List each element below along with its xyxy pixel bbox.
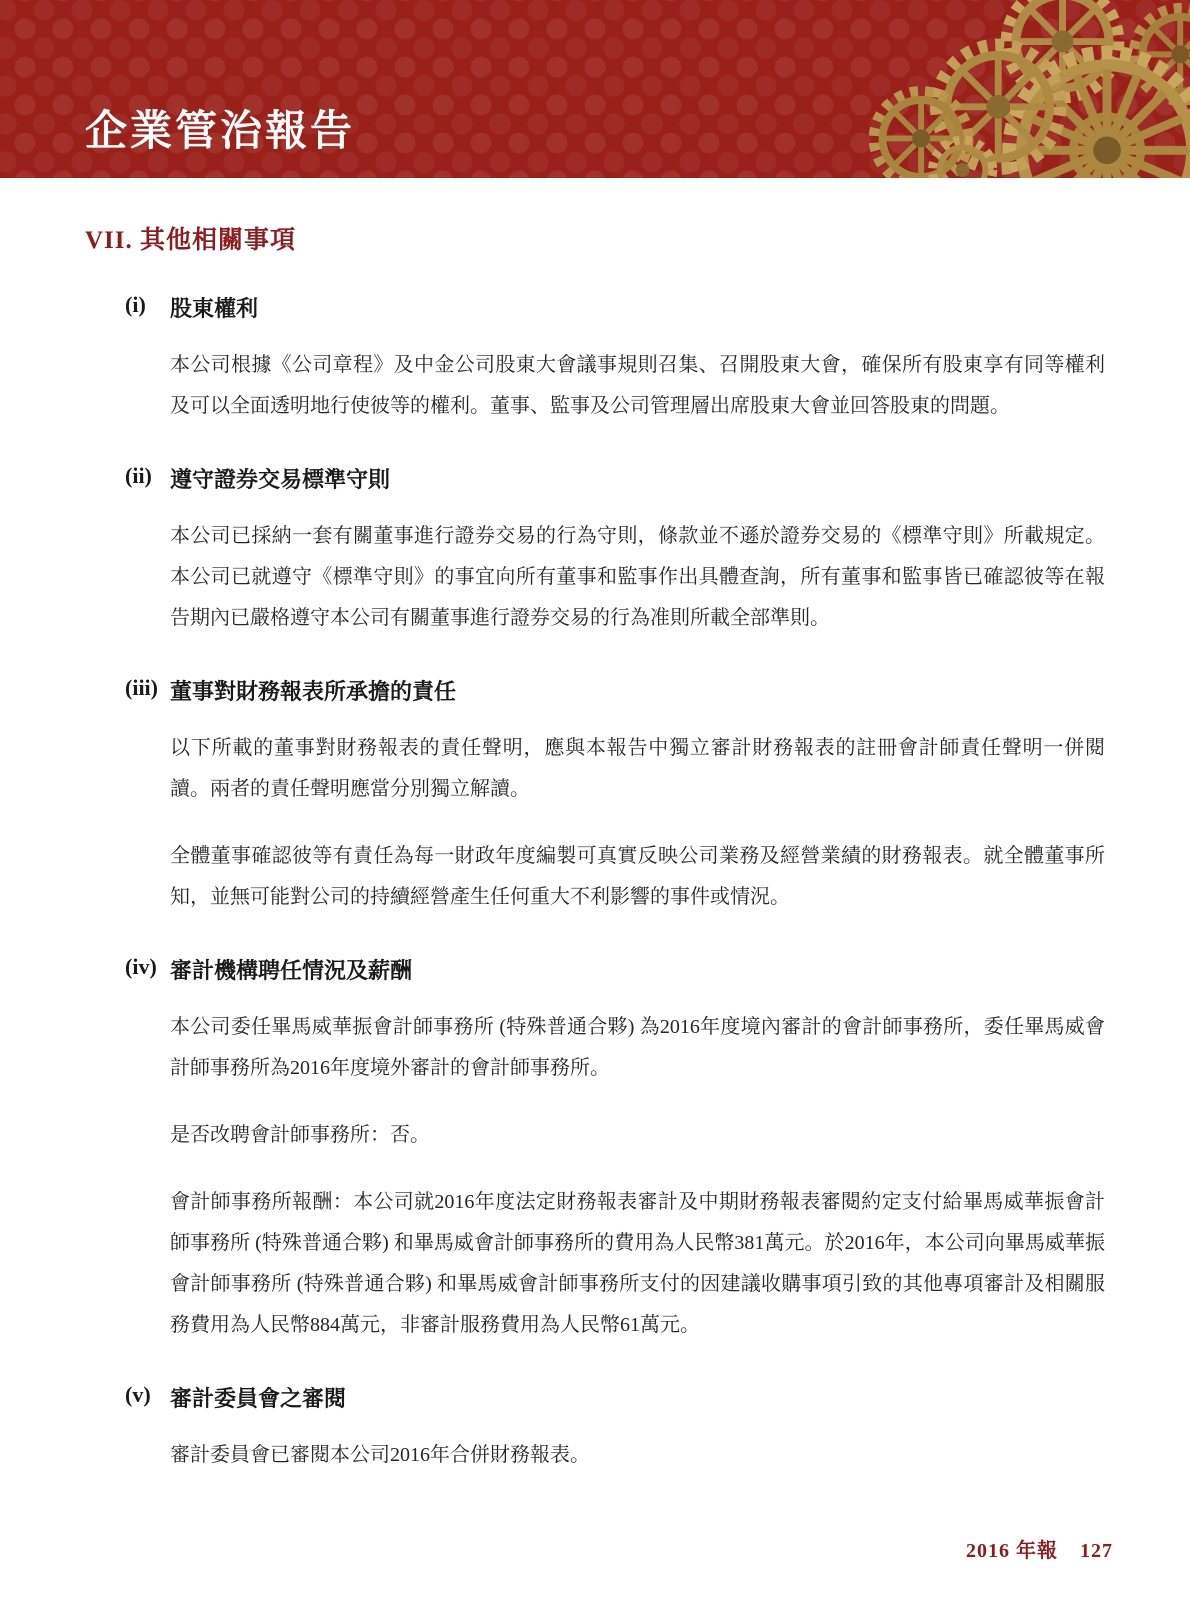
paragraph: 會計師事務所報酬：本公司就2016年度法定財務報表審計及中期財務報表審閱約定支付給畢馬威華振會計師事務所 (特殊普通合夥) 和畢馬威會計師事務所的費用為人民幣381萬元。於2016年，本公司向畢馬威華振會計師事務所 (特殊普通合夥) 和畢馬威會計師事務所支付的因建議收購事項引致的其他專項審計及相關服務費用為人民幣884萬元，非審計服務費用為人民幣61萬元。 — [170, 1191, 1105, 1336]
subsection-number: (ii) — [125, 463, 152, 488]
subsection-heading-label: 股東權利 — [170, 296, 259, 321]
subsection-heading — [85, 675, 1105, 706]
subsection-heading — [85, 463, 1105, 494]
subsection-heading-label: 董事對財務報表所承擔的責任 — [170, 679, 457, 704]
page-title: 企業管治報告 — [85, 109, 356, 155]
paragraph: 本公司根據《公司章程》及中金公司股東大會議事規則召集、召開股東大會，確保所有股東享有同等權利及可以全面透明地行使彼等的權利。董事、監事及公司管理層出席股東大會並回答股東的問題。 — [170, 354, 1105, 417]
subsection-heading-label: 審計機構聘任情況及薪酬 — [170, 958, 413, 983]
subsection-shareholder-rights — [85, 292, 1105, 427]
subsection-heading — [85, 1382, 1105, 1413]
paragraph: 本公司委任畢馬威華振會計師事務所 (特殊普通合夥) 為2016年度境內審計的會計師事務所，委任畢馬威會計師事務所為2016年度境外審計的會計師事務所。 — [170, 1016, 1105, 1079]
page-footer — [966, 1534, 1113, 1563]
subsection-heading — [85, 954, 1105, 985]
subsection-directors-responsibility — [85, 675, 1105, 918]
page-header-banner — [0, 0, 1190, 178]
subsection-securities-dealing-code — [85, 463, 1105, 639]
section-title: VII. 其他相關事項 — [85, 227, 297, 254]
subsection-body — [170, 1007, 1105, 1346]
subsection-heading-label: 遵守證券交易標準守則 — [170, 467, 391, 492]
paragraph: 是否改聘會計師事務所：否。 — [170, 1124, 430, 1146]
subsection-heading — [85, 292, 1105, 323]
subsection-heading-label: 審計委員會之審閱 — [170, 1386, 347, 1411]
gears-decoration-icon — [850, 0, 1190, 178]
subsection-audit-committee-review — [85, 1382, 1105, 1476]
subsection-body — [170, 1435, 1105, 1476]
report-content — [0, 220, 1190, 1476]
subsection-auditor-appointment — [85, 954, 1105, 1346]
paragraph: 以下所載的董事對財務報表的責任聲明，應與本報告中獨立審計財務報表的註冊會計師責任聲明一併閱讀。兩者的責任聲明應當分別獨立解讀。 — [170, 737, 1105, 800]
subsection-body — [170, 516, 1105, 639]
subsection-body — [170, 345, 1105, 427]
paragraph: 審計委員會已審閱本公司2016年合併財務報表。 — [170, 1444, 590, 1466]
subsection-number: (v) — [125, 1382, 151, 1407]
report-year-label: 2016 年報 — [966, 1540, 1058, 1562]
subsection-number: (i) — [125, 292, 146, 317]
subsection-number: (iii) — [125, 675, 158, 700]
subsection-number: (iv) — [125, 954, 157, 979]
page-number: 127 — [1080, 1540, 1113, 1562]
paragraph: 全體董事確認彼等有責任為每一財政年度編製可真實反映公司業務及經營業績的財務報表。就全體董事所知，並無可能對公司的持續經營產生任何重大不利影響的事件或情況。 — [170, 845, 1105, 908]
subsection-body — [170, 728, 1105, 918]
paragraph: 本公司已採納一套有關董事進行證券交易的行為守則，條款並不遜於證券交易的《標準守則》所載規定。本公司已就遵守《標準守則》的事宜向所有董事和監事作出具體查詢，所有董事和監事皆已確認彼等在報告期內已嚴格遵守本公司有關董事進行證券交易的行為准則所載全部準則。 — [170, 525, 1105, 629]
